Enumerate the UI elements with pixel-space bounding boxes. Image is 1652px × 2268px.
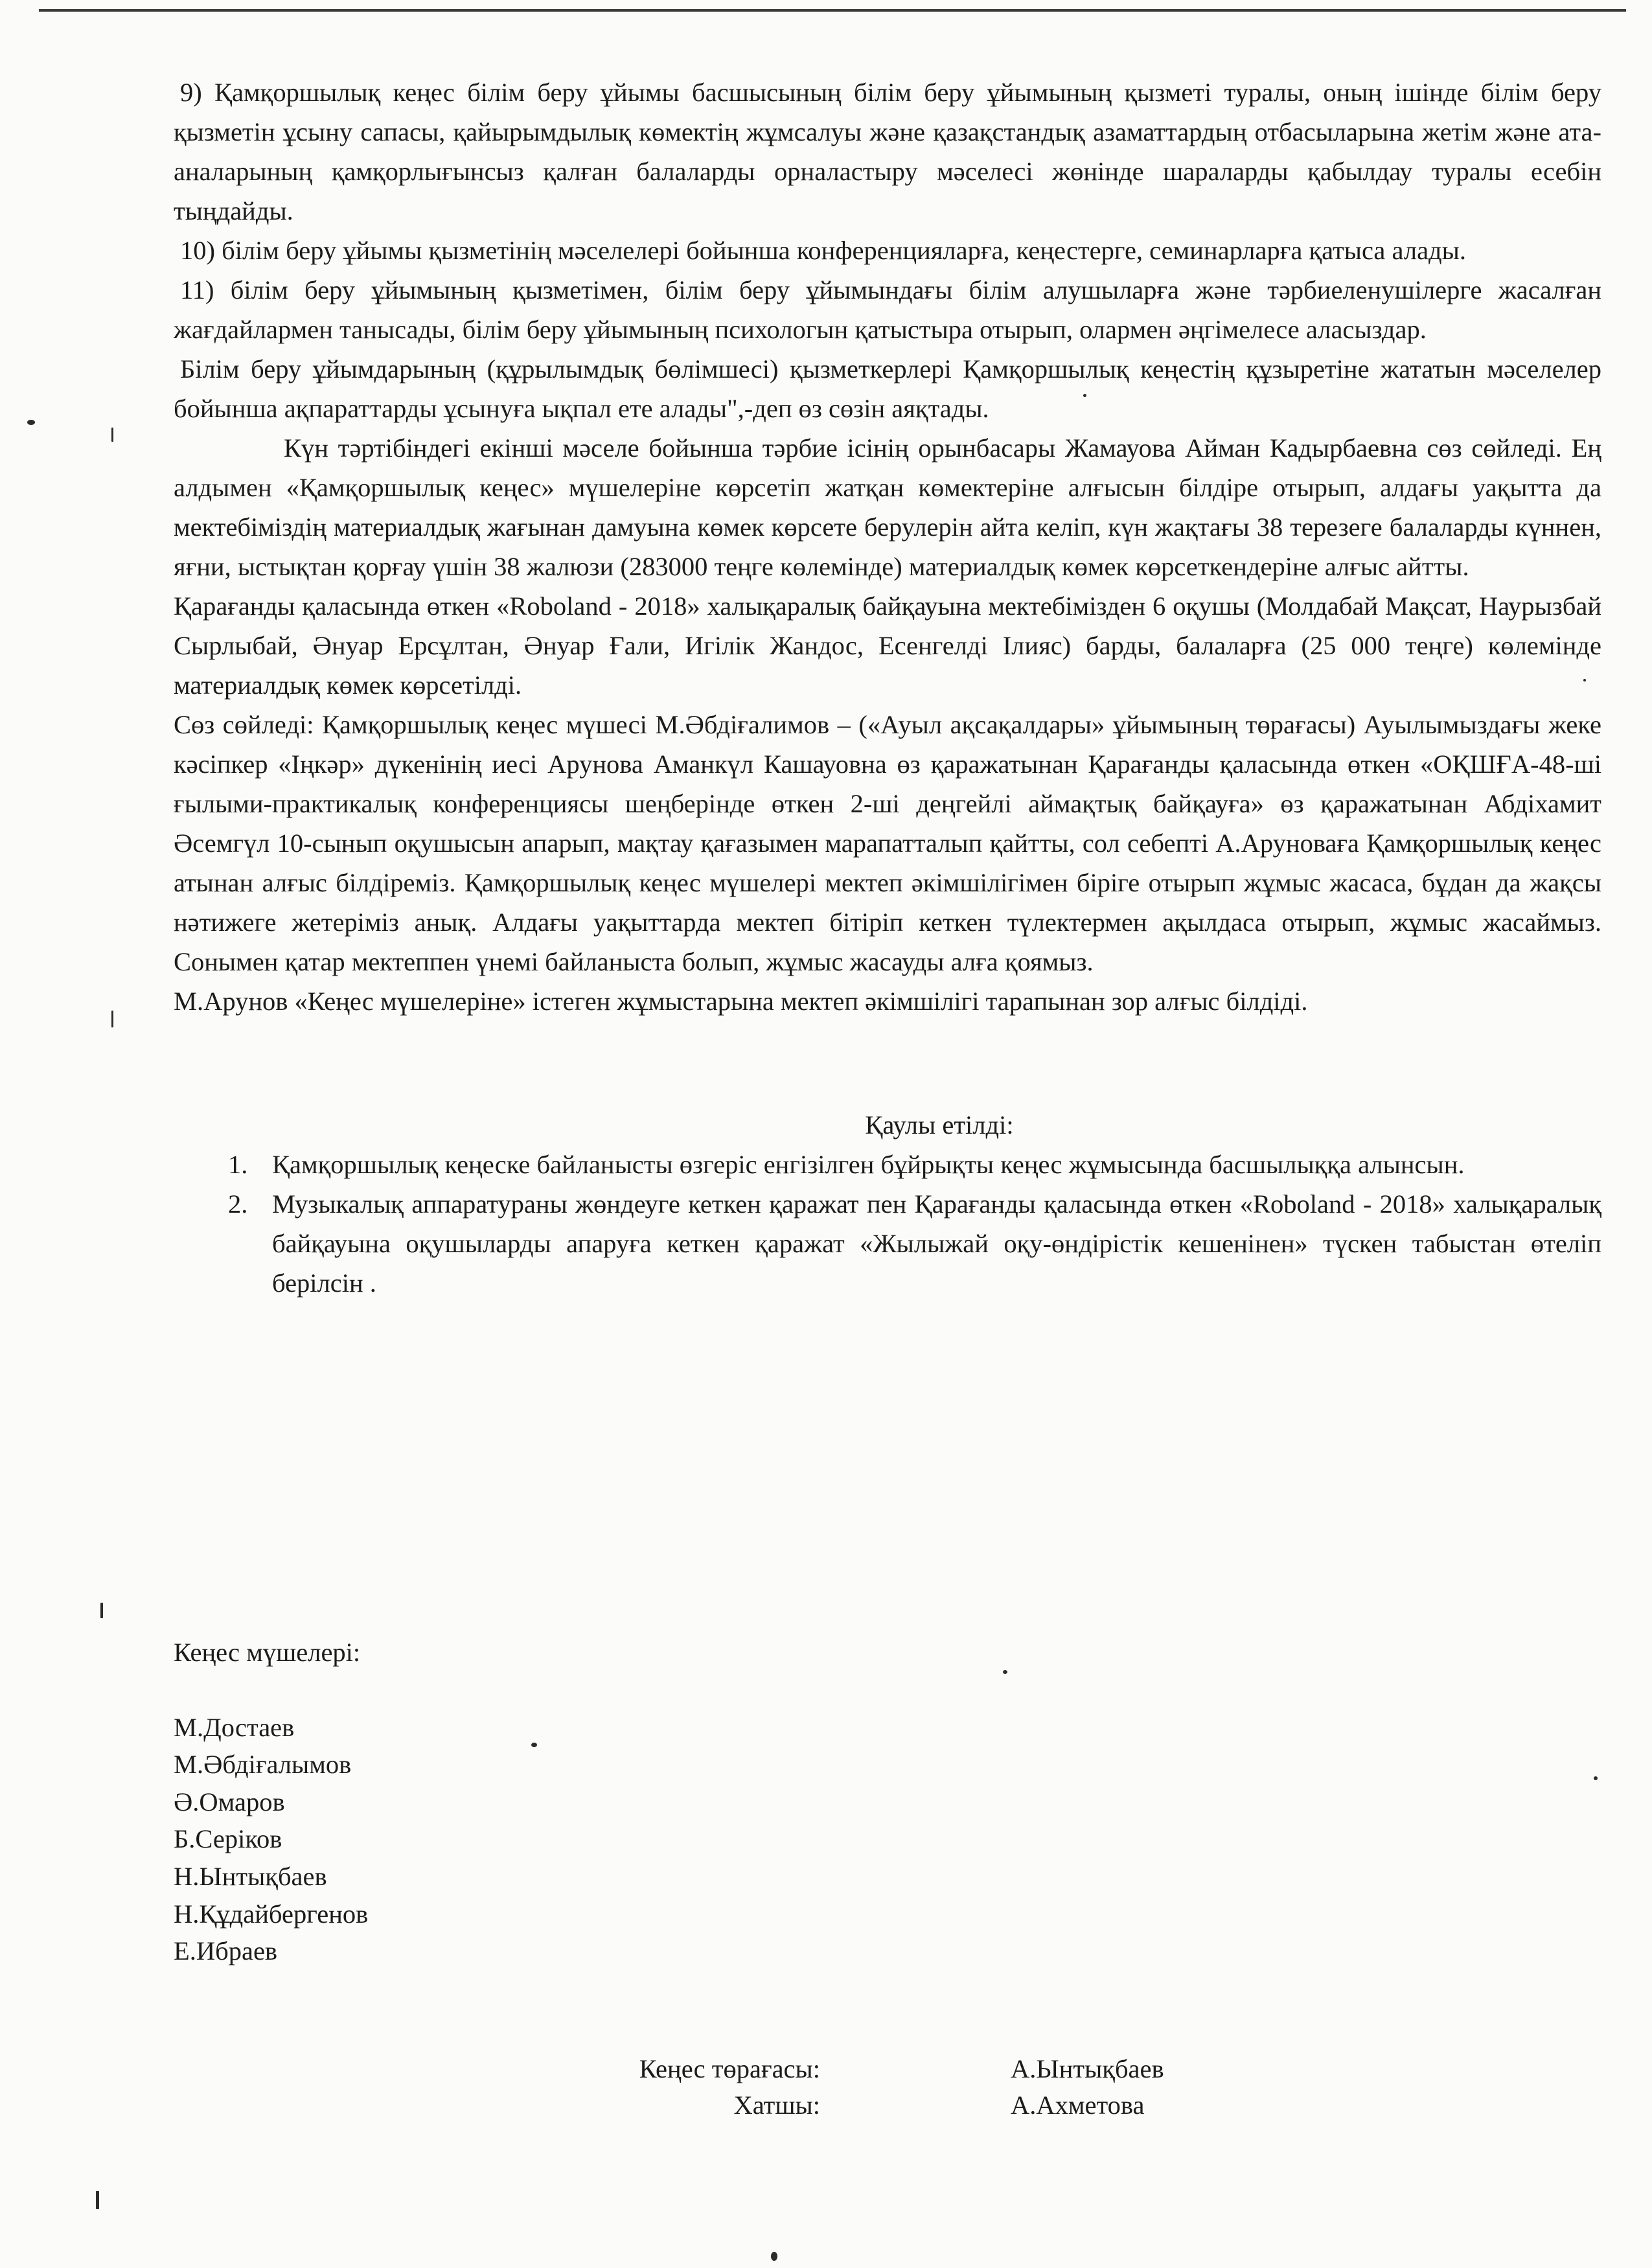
member-name: Н.Ынтықбаев bbox=[174, 1861, 327, 1891]
member-name: М.Достаев bbox=[174, 1712, 295, 1742]
decision-list bbox=[174, 1145, 1601, 1303]
scan-speck bbox=[1083, 394, 1086, 397]
paragraph-roboland-contest: Қарағанды қаласында өткен «Roboland - 2018» халықаралық байқауына мектебімізден 6 оқушы (Молдабай Мақсат, Наурызбай Сырлыбай, Әнуар Ерсұлтан, Әнуар Ғали, Игілік Жандос, Есенгелді Ілияс) барды, балаларға (25 000 теңге) көлемінде материалдық көмек көрсетілді. bbox=[174, 591, 1601, 700]
paragraph-second-agenda-item: Күн тәртібіндегі екінші мәселе бойынша тәрбие ісінің орынбасары Жамауова Айман Кадырбаевна сөз сөйледі. Ең алдымен «Қамқоршылық кеңес» мүшелеріне көрсетіп жатқан көмектеріне алғысын білдіре отырып, алдағы уақытта да мектебіміздің материалдық жағынан дамуына көмек көрсете берулерін айта келіп, күн жақтағы 38 терезеге балаларды күннен, яғни, ыстықтан қорғау үшін 38 жалюзи (283000 теңге көлемінде) материалдық көмек көрсеткендеріне алғыс айтты. bbox=[174, 433, 1601, 581]
scan-speck bbox=[96, 2191, 99, 2209]
members-title: Кеңес мүшелері: bbox=[174, 1638, 361, 1667]
member-name: Ә.Омаров bbox=[174, 1787, 285, 1816]
scan-speck bbox=[1594, 1776, 1598, 1780]
member-name: Н.Құдайбергенов bbox=[174, 1899, 369, 1929]
scan-speck bbox=[1583, 679, 1586, 682]
decision-text: Қамқоршылық кеңеске байланысты өзгеріс енгізілген бұйрықты кеңес жұмысында басшылыққа алынсын. bbox=[272, 1150, 1465, 1179]
scan-speck bbox=[531, 1743, 537, 1747]
paragraph-item-9: 9) Қамқоршылық кеңес білім беру ұйымы басшысының білім беру ұйымының қызметі туралы, оның ішінде білім беру қызметін ұсыну сапасы, қайырымдылық көмектің жұмсалуы және қазақстандық азаматтардың отбасыларына жетім және ата-аналарының қамқорлығынсыз қалған балаларды орналастыру мәселесі жөнінде шараларды қабылдау туралы есебін тыңдайды. bbox=[174, 78, 1601, 225]
signature-block bbox=[0, 2051, 1652, 2124]
scan-top-edge-line bbox=[39, 9, 1626, 12]
paragraph-item-11: 11) білім беру ұйымының қызметімен, білім беру ұйымындағы білім алушыларға және тәрбиеленушілерге жасалған жағдайлармен танысады, білім беру ұйымының психологын қатыстыра отырып, олармен әңгімелесе аласыздар. bbox=[174, 275, 1601, 344]
paragraph-council-member-speech: Сөз сөйледі: Қамқоршылық кеңес мүшесі М.Әбдіғалимов – («Ауыл ақсақалдары» ұйымының төрағасы) Ауылымыздағы жеке кәсіпкер «Іңкәр» дүкенінің иесі Арунова Аманкүл Кашауовна өз қаражатынан Қарағанды қаласында өткен «ОҚШҒА-48-ші ғылыми-практикалық конференциясы шеңберінде өткен 2-ші деңгейлі аймақтық байқауға» өз қаражатынан Абдіхамит Әсемгүл 10-сынып оқушысын апарып, мақтау қағазымен марапатталып қайтты, сол себепті А.Аруноваға Қамқоршылық кеңес атынан алғыс білдіреміз. Қамқоршылық кеңес мүшелері мектеп әкімшілігімен біріге отырып жұмыс жасаса, бұдан да жақсы нәтижеге жетеріміз анық. Алдағы уақыттарда мектеп бітіріп кеткен түлектермен ақылдаса отырып, жұмыс жасаймыз. Сонымен қатар мектеппен үнемі байланыста болып, жұмыс жасауды алға қоямыз. bbox=[174, 710, 1601, 976]
scan-speck bbox=[111, 1011, 113, 1027]
member-name: Е.Ибраев bbox=[174, 1936, 278, 1966]
signature-row-secretary bbox=[0, 2087, 1652, 2124]
signature-role: Хатшы: bbox=[733, 2090, 820, 2120]
decision-number: 1. bbox=[228, 1150, 248, 1179]
document-body bbox=[174, 73, 1601, 1303]
decision-item bbox=[174, 1184, 1601, 1303]
decision-text: Музыкалық аппаратураны жөндеуге кеткен қаражат пен Қарағанды қаласында өткен «Roboland - 2018» халықаралық байқауына оқушыларды апаруға кеткен қаражат «Жылыжай оқу-өндірістік кешенінен» түскен табыстан өтеліп берілсін . bbox=[272, 1189, 1601, 1298]
scan-speck bbox=[27, 420, 35, 425]
signature-row-chair bbox=[0, 2051, 1652, 2087]
signature-name: А.Ынтықбаев bbox=[1011, 2054, 1164, 2083]
paragraph-speech-conclusion: Білім беру ұйымдарының (құрылымдық бөлімшесі) қызметкерлері Қамқоршылық кеңестің құзыретіне жататын мәселелер бойынша ақпараттарды ұсынуға ықпал ете алады",-деп өз сөзін аяқтады. bbox=[174, 354, 1601, 423]
resolution-title: Қаулы етілді: bbox=[865, 1110, 1014, 1140]
paragraph-item-10: 10) білім беру ұйымы қызметінің мәселелері бойынша конференцияларға, кеңестерге, семинарларға қатыса алады. bbox=[180, 236, 1466, 265]
council-members-section bbox=[174, 1634, 368, 1970]
signature-name: А.Ахметова bbox=[1011, 2090, 1145, 2120]
decision-item bbox=[174, 1145, 1601, 1184]
scan-speck bbox=[111, 428, 113, 442]
decision-number: 2. bbox=[228, 1189, 248, 1219]
signature-role: Кеңес төрағасы: bbox=[639, 2054, 820, 2083]
scan-speck bbox=[771, 2252, 777, 2261]
scan-speck bbox=[100, 1603, 103, 1618]
member-name: Б.Серіков bbox=[174, 1824, 282, 1854]
paragraph-gratitude: М.Арунов «Кеңес мүшелеріне» істеген жұмыстарына мектеп әкімшілігі тарапынан зор алғыс білдіді. bbox=[174, 987, 1308, 1016]
scan-speck bbox=[1003, 1670, 1007, 1674]
members-list bbox=[174, 1709, 368, 1970]
member-name: М.Әбдіғалымов bbox=[174, 1750, 352, 1780]
